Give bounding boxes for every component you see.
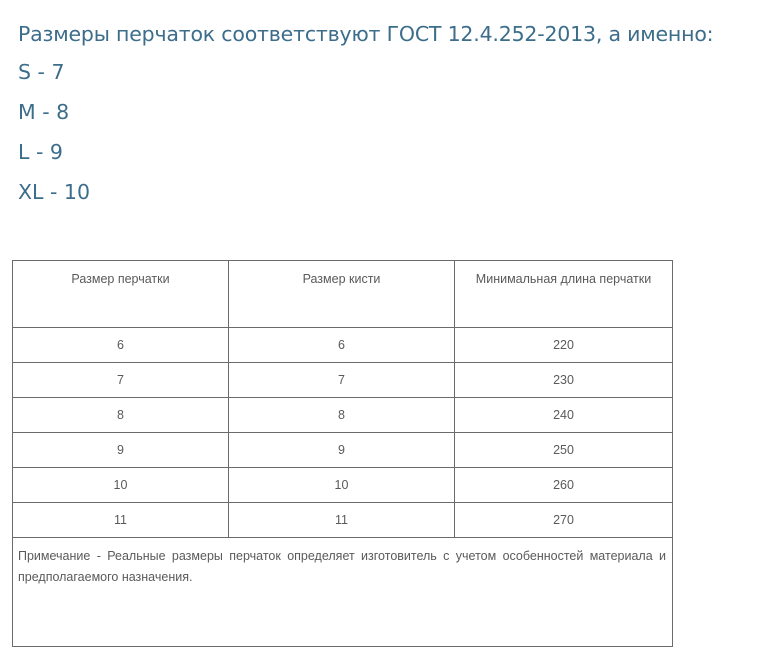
table-row: [13, 363, 673, 398]
cell-glove-size: 6: [13, 328, 229, 363]
cell-glove-size: 10: [13, 468, 229, 503]
table-row: [13, 398, 673, 433]
cell-hand-size: 8: [229, 398, 455, 433]
table-row: [13, 468, 673, 503]
cell-min-length: 230: [455, 363, 673, 398]
cell-glove-size: 11: [13, 503, 229, 538]
cell-glove-size: 9: [13, 433, 229, 468]
cell-min-length: 260: [455, 468, 673, 503]
table-row: [13, 328, 673, 363]
cell-glove-size: 8: [13, 398, 229, 433]
glove-size-table-container: [12, 260, 672, 647]
size-list: [18, 58, 90, 218]
cell-min-length: 270: [455, 503, 673, 538]
table-row: [13, 503, 673, 538]
glove-size-table: [12, 260, 673, 647]
size-item: S - 7: [18, 60, 65, 84]
cell-hand-size: 7: [229, 363, 455, 398]
cell-min-length: 220: [455, 328, 673, 363]
header-hand-size: Размер кисти: [229, 261, 455, 328]
cell-hand-size: 9: [229, 433, 455, 468]
cell-hand-size: 10: [229, 468, 455, 503]
cell-hand-size: 11: [229, 503, 455, 538]
cell-hand-size: 6: [229, 328, 455, 363]
cell-glove-size: 7: [13, 363, 229, 398]
table-header-row: [13, 261, 673, 328]
table-row: [13, 433, 673, 468]
size-item: XL - 10: [18, 180, 90, 204]
header-min-length: Минимальная длина перчатки: [455, 261, 673, 328]
table-note-row: [13, 538, 673, 647]
intro-heading: Размеры перчаток соответствуют ГОСТ 12.4.252-2013, а именно:: [18, 22, 714, 46]
table-note: Примечание - Реальные размеры перчаток определяет изготовитель с учетом особенностей материала и предполагаемого назначения.: [13, 538, 673, 647]
cell-min-length: 240: [455, 398, 673, 433]
size-item: L - 9: [18, 140, 63, 164]
size-item: M - 8: [18, 100, 70, 124]
cell-min-length: 250: [455, 433, 673, 468]
header-glove-size: Размер перчатки: [13, 261, 229, 328]
